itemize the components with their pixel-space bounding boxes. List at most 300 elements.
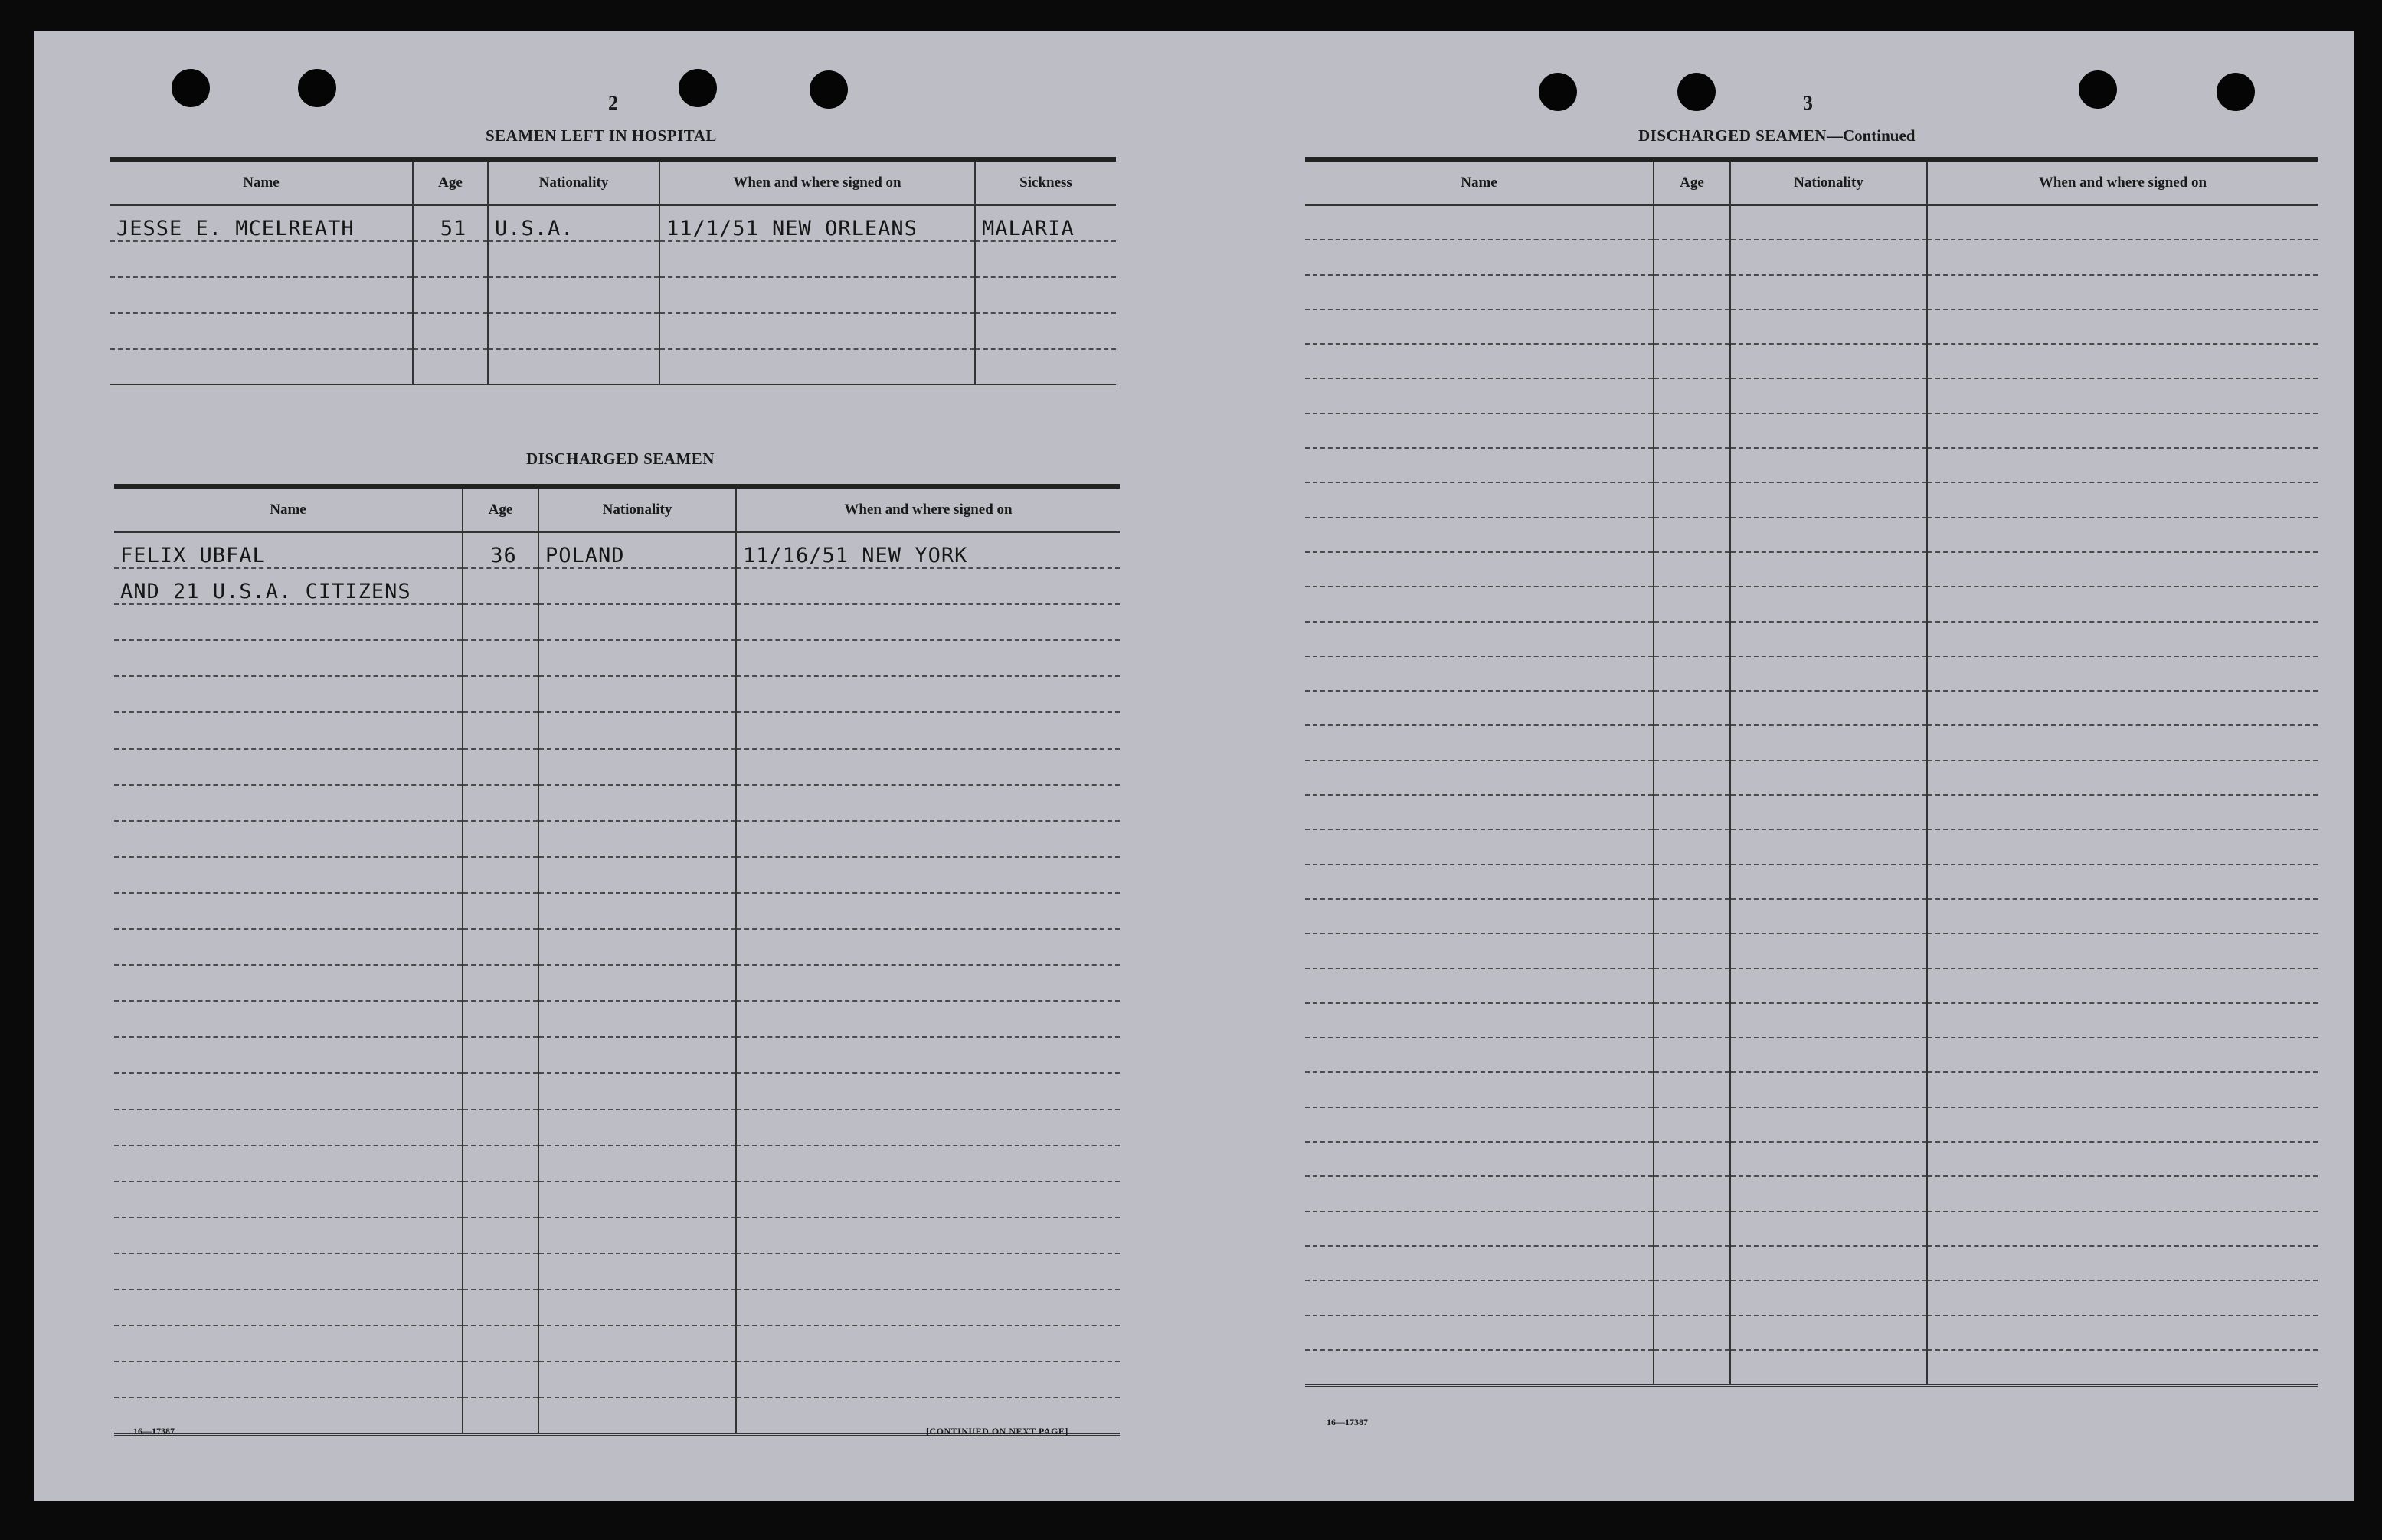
table-cell [1730,1211,1927,1246]
table-cell [538,1146,736,1182]
table-cell [1654,656,1730,691]
table-row [1305,1246,2318,1280]
table-cell [114,857,463,893]
table-cell [463,1398,538,1434]
table-row [114,1290,1120,1326]
table-cell [1730,969,1927,1003]
table-cell [463,1362,538,1398]
table-row [114,893,1120,929]
table-cell [659,313,975,349]
table-cell [1305,1072,1654,1107]
column-header: When and where signed on [659,159,975,205]
table-cell [1305,1142,1654,1176]
table-cell [1305,344,1654,378]
title-suffix: —Continued [1826,126,1916,145]
table-cell [736,929,1120,965]
table-cell [736,1362,1120,1398]
table-cell [1927,760,2318,795]
column-header: Nationality [1730,159,1927,205]
table-row [1305,309,2318,344]
table-cell [538,1398,736,1434]
table-cell [463,1001,538,1037]
table-cell [1654,969,1730,1003]
table-row [114,1073,1120,1109]
table-cell [1305,760,1654,795]
table-cell [1730,725,1927,760]
table-cell [1927,275,2318,309]
table-row [1305,622,2318,656]
table-cell [114,749,463,785]
discharged-continued-title [1638,126,1915,145]
table-cell [538,893,736,929]
table-cell [1654,1316,1730,1350]
table-cell [1730,587,1927,621]
table-cell [1654,622,1730,656]
table-cell [1654,829,1730,864]
table-row [1305,1176,2318,1211]
table-cell [1927,1003,2318,1038]
table-cell [538,1218,736,1254]
table-cell [1730,933,1927,968]
table-cell [1927,1211,2318,1246]
table-row [114,568,1120,604]
table-cell [1654,1003,1730,1038]
table-cell [114,1073,463,1109]
table-cell [1730,1246,1927,1280]
table-cell [1305,1003,1654,1038]
table-cell [538,1362,736,1398]
table-cell [463,1146,538,1182]
table-cell [975,313,1116,349]
table-cell [1927,240,2318,274]
table-cell [1927,1316,2318,1350]
punch-hole [2217,73,2255,111]
table-row [114,1037,1120,1073]
column-header: Age [413,159,488,205]
punch-hole [2079,70,2117,109]
table-cell [538,1001,736,1037]
table-cell [1730,378,1927,413]
table-row [1305,1350,2318,1385]
table-cell [1730,1003,1927,1038]
table-row [114,749,1120,785]
table-cell [413,313,488,349]
table-cell [736,1037,1120,1073]
column-header: Age [1654,159,1730,205]
table-cell [1654,378,1730,413]
table-cell [1927,1072,2318,1107]
table-cell [114,1037,463,1073]
punch-hole [1539,73,1577,111]
table-cell [538,568,736,604]
table-cell [1305,587,1654,621]
table-cell [736,821,1120,857]
table-cell [1305,933,1654,968]
table-cell [114,1182,463,1218]
table-cell [1730,275,1927,309]
table-cell: U.S.A. [488,205,659,242]
table-row [114,604,1120,640]
table-row [110,313,1116,349]
table-cell [1654,482,1730,517]
table-cell [1927,518,2318,552]
table-cell: MALARIA [975,205,1116,242]
table-cell [538,749,736,785]
table-cell [1927,448,2318,482]
table-row [114,965,1120,1001]
table-cell [736,1110,1120,1146]
table-cell: 51 [413,205,488,242]
table-row [1305,1038,2318,1072]
table-cell [463,893,538,929]
table-cell [1654,205,1730,240]
table-row [110,349,1116,386]
table-cell [1305,1350,1654,1385]
table-cell [736,1218,1120,1254]
table-cell [463,1218,538,1254]
table-cell [1654,1280,1730,1315]
table-cell [110,313,413,349]
table-cell [488,349,659,386]
table-cell [114,712,463,748]
table-cell [1730,899,1927,933]
table-row [1305,552,2318,587]
table-cell [538,785,736,821]
punch-hole [1677,73,1716,111]
table-cell [463,1182,538,1218]
continued-note: [CONTINUED ON NEXT PAGE] [926,1426,1068,1437]
table-cell [1305,1316,1654,1350]
table-cell [736,1326,1120,1362]
table-cell: POLAND [538,532,736,569]
table-cell [1730,1142,1927,1176]
table-row [110,241,1116,277]
table-cell [114,821,463,857]
table-cell [538,857,736,893]
table-cell [538,604,736,640]
table-cell [1927,656,2318,691]
table-row [114,532,1120,569]
table-cell [1305,795,1654,829]
table-row [1305,899,2318,933]
table-row [114,1218,1120,1254]
title-text: DISCHARGED SEAMEN [1638,126,1827,145]
table-cell [1305,378,1654,413]
table-cell [488,277,659,313]
punch-hole [810,70,848,109]
punch-hole [298,69,336,107]
table-cell [1730,1350,1927,1385]
table-cell [538,1037,736,1073]
page-number: 3 [1803,92,1813,114]
table-cell [1654,865,1730,899]
page-number: 2 [608,92,618,114]
table-cell [463,857,538,893]
table-row [1305,448,2318,482]
table-row [1305,969,2318,1003]
table-cell [1927,205,2318,240]
table-cell [1305,1211,1654,1246]
table-cell [659,349,975,386]
table-cell [736,712,1120,748]
table-cell [463,1254,538,1290]
table-cell [110,241,413,277]
table-cell [1927,482,2318,517]
table-cell: FELIX UBFAL [114,532,463,569]
table-cell [538,821,736,857]
table-cell [1654,275,1730,309]
table-cell [1654,1211,1730,1246]
table-cell [736,965,1120,1001]
table-cell [1654,344,1730,378]
table-cell [1730,205,1927,240]
column-header: Name [110,159,413,205]
table-row [1305,795,2318,829]
table-row [114,857,1120,893]
table-row [114,640,1120,676]
table-row [114,1146,1120,1182]
table-cell [1305,829,1654,864]
hospital-section-title: SEAMEN LEFT IN HOSPITAL [486,126,717,145]
table-row [114,785,1120,821]
table-cell [538,1326,736,1362]
table-cell [1927,552,2318,587]
table-cell: 36 [463,532,538,569]
table-row [1305,378,2318,413]
table-cell [538,1254,736,1290]
table-cell [1927,691,2318,725]
table-cell [1730,1107,1927,1142]
table-cell [1654,448,1730,482]
table-cell [114,604,463,640]
discharged-continued-table [1305,157,2318,1387]
table-cell [1730,1072,1927,1107]
punch-hole [172,69,210,107]
table-cell [488,241,659,277]
table-cell [1305,518,1654,552]
table-cell [463,1110,538,1146]
table-cell [1305,240,1654,274]
column-header: Nationality [538,486,736,532]
table-cell [1730,552,1927,587]
table-row [1305,829,2318,864]
document-sheet [34,31,2354,1501]
table-cell [975,349,1116,386]
table-cell [1305,899,1654,933]
punch-hole [679,69,717,107]
table-row [1305,414,2318,448]
table-row [114,1182,1120,1218]
table-cell [463,604,538,640]
table-row [114,1362,1120,1398]
table-cell [1305,275,1654,309]
table-cell [1654,587,1730,621]
table-cell [1927,378,2318,413]
table-cell [1305,1246,1654,1280]
table-cell [1730,622,1927,656]
table-cell [114,1326,463,1362]
table-row [1305,1316,2318,1350]
table-cell [413,241,488,277]
table-row [1305,1280,2318,1315]
column-header: When and where signed on [1927,159,2318,205]
table-cell [1927,969,2318,1003]
table-row [1305,587,2318,621]
table-cell [538,965,736,1001]
table-cell [114,929,463,965]
table-cell [1654,725,1730,760]
table-cell [659,241,975,277]
discharged-table [114,484,1120,1436]
table-cell [1927,1038,2318,1072]
table-cell [1730,865,1927,899]
table-cell [463,965,538,1001]
table-row [1305,205,2318,240]
table-cell [736,785,1120,821]
table-cell [114,893,463,929]
table-cell [1654,1350,1730,1385]
table-cell [1730,1176,1927,1211]
column-header: Sickness [975,159,1116,205]
table-cell [1654,1176,1730,1211]
table-row [1305,275,2318,309]
table-cell [1305,1176,1654,1211]
table-cell [1654,760,1730,795]
table-row [1305,518,2318,552]
table-cell [736,1254,1120,1290]
table-cell [110,277,413,313]
form-number: 16—17387 [133,1426,175,1437]
table-cell [1730,414,1927,448]
table-cell: AND 21 U.S.A. CITIZENS [114,568,463,604]
table-row [1305,933,2318,968]
table-cell [538,929,736,965]
table-cell [114,676,463,712]
table-cell [114,965,463,1001]
table-cell [1730,482,1927,517]
table-cell [1305,969,1654,1003]
table-cell [1305,1280,1654,1315]
table-cell [975,277,1116,313]
table-cell [463,676,538,712]
table-cell [1927,1246,2318,1280]
table-cell [1305,552,1654,587]
table-cell [1927,795,2318,829]
table-cell [413,277,488,313]
table-cell [1730,518,1927,552]
table-cell [463,785,538,821]
table-cell [1654,1107,1730,1142]
table-row [1305,656,2318,691]
table-cell [1927,829,2318,864]
table-cell [413,349,488,386]
table-cell [1927,725,2318,760]
table-cell [1305,1038,1654,1072]
table-row [114,821,1120,857]
table-cell [114,785,463,821]
table-cell [1730,344,1927,378]
table-cell [736,857,1120,893]
table-cell [114,1146,463,1182]
table-cell [538,676,736,712]
table-row [1305,1072,2318,1107]
table-row [114,1254,1120,1290]
table-cell [1305,691,1654,725]
table-cell [538,640,736,676]
table-cell [736,1001,1120,1037]
table-row [114,1110,1120,1146]
table-cell [736,1146,1120,1182]
table-cell [1927,1280,2318,1315]
table-cell [1654,899,1730,933]
table-cell [1927,933,2318,968]
table-cell [463,1037,538,1073]
table-cell [1730,309,1927,344]
table-cell [538,712,736,748]
table-cell [1654,552,1730,587]
left-page [34,31,1152,1501]
table-cell [114,1290,463,1326]
table-cell [1305,414,1654,448]
table-cell [1927,309,2318,344]
table-cell [463,1326,538,1362]
table-cell [1654,691,1730,725]
table-cell [1730,691,1927,725]
table-cell [736,676,1120,712]
table-cell [1305,482,1654,517]
table-cell [1927,1107,2318,1142]
table-row [114,712,1120,748]
table-cell [114,1218,463,1254]
table-cell [463,712,538,748]
table-cell [114,1362,463,1398]
table-cell [736,749,1120,785]
table-cell [114,640,463,676]
table-cell [1654,240,1730,274]
table-row [1305,1003,2318,1038]
table-cell [736,893,1120,929]
form-number: 16—17387 [1327,1417,1368,1427]
table-row [114,1326,1120,1362]
table-row [1305,865,2318,899]
table-row [1305,760,2318,795]
table-row [114,929,1120,965]
table-cell [1730,829,1927,864]
table-row [114,676,1120,712]
table-cell [1305,725,1654,760]
table-cell [463,929,538,965]
table-row [1305,240,2318,274]
table-cell [538,1290,736,1326]
table-cell [1730,656,1927,691]
table-row [1305,1107,2318,1142]
table-cell [114,1110,463,1146]
table-cell [1927,1350,2318,1385]
table-row [1305,344,2318,378]
table-cell [538,1182,736,1218]
table-row [110,205,1116,242]
table-cell [1927,1142,2318,1176]
table-cell [1654,795,1730,829]
table-cell [538,1110,736,1146]
table-cell [1305,865,1654,899]
table-cell [1927,899,2318,933]
table-cell [1305,448,1654,482]
table-cell [1927,865,2318,899]
table-cell [736,1290,1120,1326]
table-row [1305,725,2318,760]
table-cell [1730,448,1927,482]
